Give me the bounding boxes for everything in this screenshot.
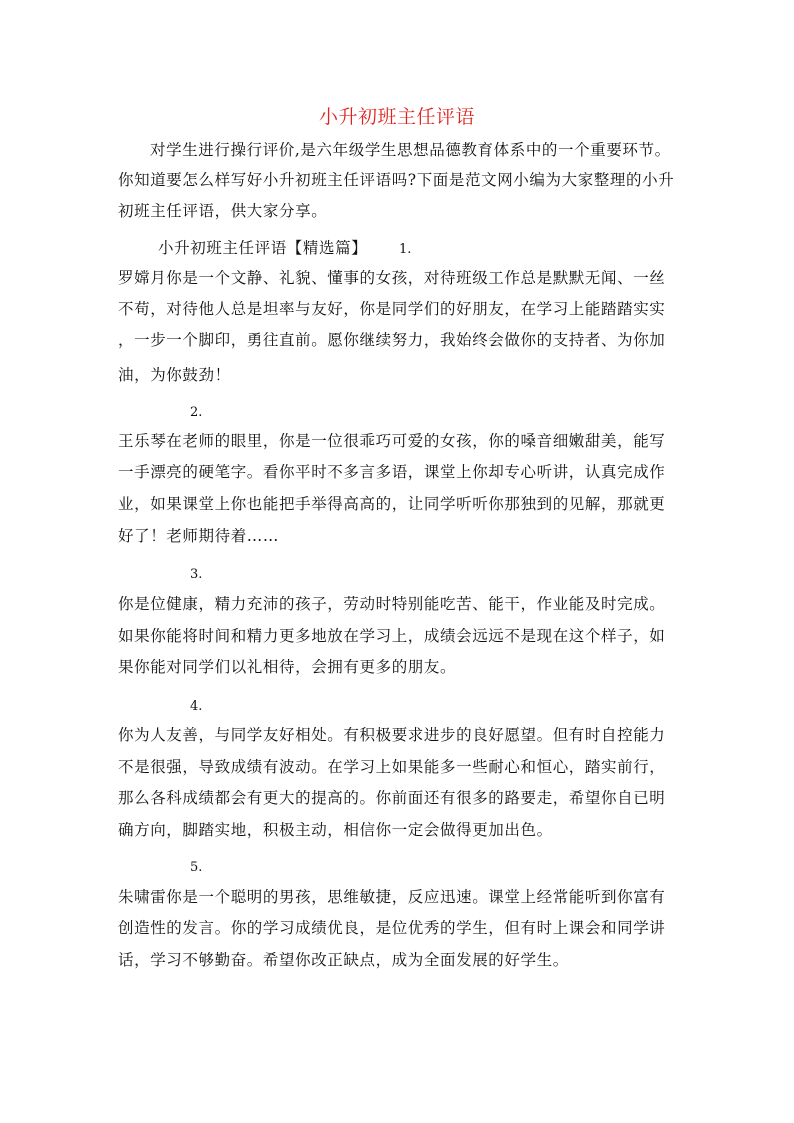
entry-number: 3. [190, 567, 203, 582]
entry-number: 2. [190, 405, 203, 420]
entry-line: 那么各科成绩都会有更大的提高的。你前面还有很多的路要走，希望你自已明 [118, 789, 666, 807]
intro-line: 对学生进行操行评价,是六年级学生思想品德教育体系中的一个重要环节。 [150, 141, 671, 159]
entry-line: 一手漂亮的硬笔字。看你平时不多言多语，课堂上你却专心听讲，认真完成作 [118, 463, 666, 481]
section-heading: 小升初班主任评语【精选篇】 [158, 239, 368, 257]
entry-line: 确方向，脚踏实地，积极主动，相信你一定会做得更加出色。 [118, 821, 553, 839]
entry-line: 王乐琴在老师的眼里，你是一位很乖巧可爱的女孩，你的嗓音细嫩甜美，能写 [118, 432, 666, 450]
entry-line: 罗嫦月你是一个文静、礼貌、懂事的女孩，对待班级工作总是默默无闻、一丝 [118, 269, 666, 287]
entry-line: 你是位健康，精力充沛的孩子，劳动时特别能吃苦、能干，作业能及时完成。 [118, 595, 666, 613]
entry-line: 朱啸雷你是一个聪明的男孩，思维敏捷，反应迅速。课堂上经常能听到你富有 [118, 888, 666, 906]
entry-line: ，一步一个脚印，勇往直前。愿你继续努力，我始终会做你的支持者、为你加 [118, 331, 666, 349]
entry-number: 5. [190, 860, 203, 875]
entry-line: 好了！老师期待着…… [118, 527, 280, 545]
intro-line: 初班主任评语，供大家分享。 [118, 202, 328, 220]
entry-number: 1. [399, 242, 412, 257]
entry-line: 你为人友善，与同学友好相处。有积极要求进步的良好愿望。但有时自控能力 [118, 726, 666, 744]
entry-line: 话，学习不够勤奋。希望你改正缺点，成为全面发展的好学生。 [118, 951, 569, 969]
entry-line: 不是很强，导致成绩有波动。在学习上如果能多一些耐心和恒心，踏实前行， [118, 758, 666, 776]
entry-line: 业，如果课堂上你也能把手举得高高的，让同学听听你那独到的见解，那就更 [118, 495, 666, 513]
entry-line: 创造性的发言。你的学习成绩优良，是位优秀的学生，但有时上课会和同学讲 [118, 919, 666, 937]
entry-line: 不苟，对待他人总是坦率与友好，你是同学们的好朋友，在学习上能踏踏实实 [118, 300, 666, 318]
entry-number: 4. [190, 699, 203, 714]
entry-line: 油，为你鼓劲！ [118, 366, 231, 384]
intro-line: 你知道要怎么样写好小升初班主任评语吗?下面是范文网小编为大家整理的小升 [118, 171, 675, 189]
document-title: 小升初班主任评语 [318, 106, 475, 128]
entry-line: 果你能对同学们以礼相待，会拥有更多的朋友。 [118, 658, 457, 676]
entry-line: 如果你能将时间和精力更多地放在学习上，成绩会远远不是现在这个样子，如 [118, 627, 666, 645]
